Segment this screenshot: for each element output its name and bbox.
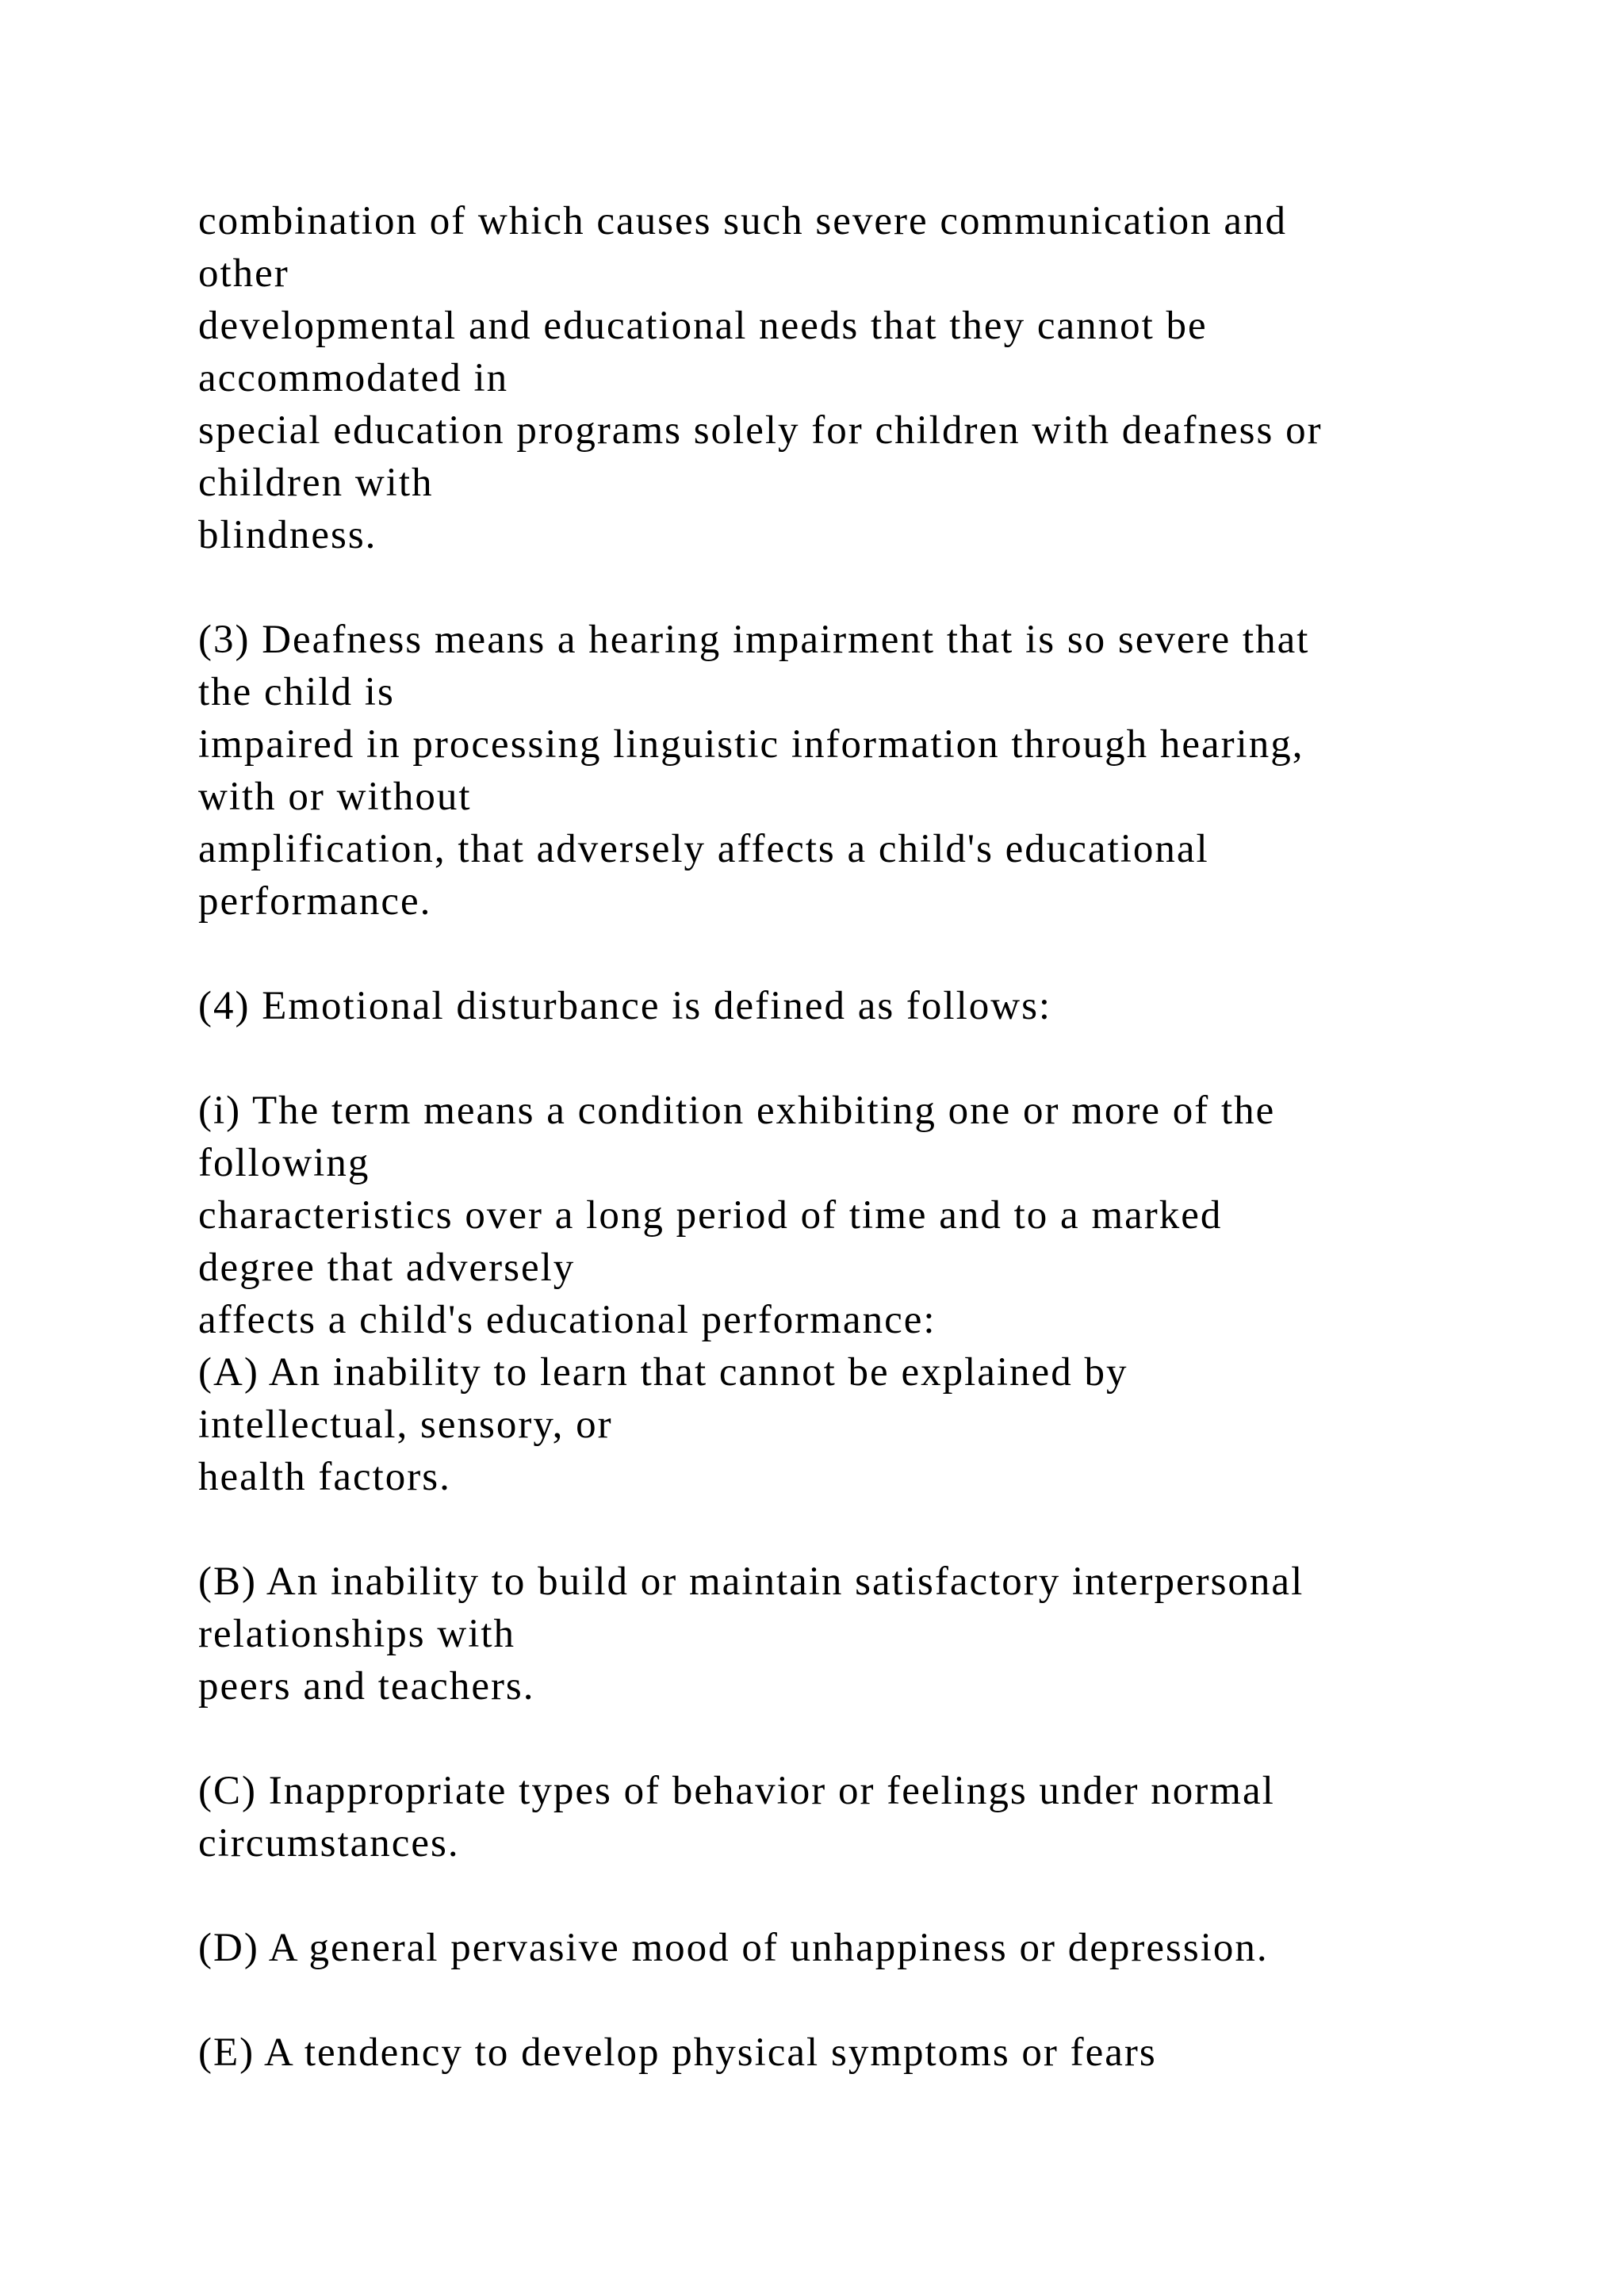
text-line: developmental and educational needs that they cannot be: [198, 304, 1208, 348]
blank-line: [198, 1974, 1546, 2026]
text-line: other: [198, 251, 289, 296]
blank-line: [198, 928, 1546, 980]
blank-line: [198, 1712, 1546, 1765]
blank-line: [198, 561, 1546, 614]
text-line: (A) An inability to learn that cannot be explained by: [198, 1350, 1128, 1395]
text-line: affects a child's educational performance:: [198, 1298, 936, 1342]
document-page: [198, 195, 1546, 2079]
text-line: blindness.: [198, 513, 377, 557]
text-line: (i) The term means a condition exhibiting one or more of the: [198, 1089, 1276, 1133]
text-line: relationships with: [198, 1612, 516, 1656]
text-line: following: [198, 1141, 370, 1185]
text-line: children with: [198, 461, 434, 505]
blank-line: [198, 1032, 1546, 1085]
text-line: intellectual, sensory, or: [198, 1402, 613, 1447]
blank-line: [198, 1503, 1546, 1556]
text-line: circumstances.: [198, 1821, 460, 1866]
text-line: (C) Inappropriate types of behavior or feelings under normal: [198, 1769, 1275, 1813]
blank-line: [198, 1869, 1546, 1922]
text-line: impaired in processing linguistic information through hearing,: [198, 722, 1304, 767]
text-line: degree that adversely: [198, 1246, 576, 1290]
text-line: (E) A tendency to develop physical symptoms or fears: [198, 2030, 1157, 2075]
text-line: characteristics over a long period of time and to a marked: [198, 1193, 1223, 1238]
text-line: performance.: [198, 879, 432, 924]
text-line: accommodated in: [198, 356, 509, 400]
text-line: special education programs solely for children with deafness or: [198, 408, 1323, 453]
text-line: combination of which causes such severe communication and: [198, 199, 1288, 243]
text-line: peers and teachers.: [198, 1664, 535, 1709]
text-line: health factors.: [198, 1455, 451, 1499]
text-line: (D) A general pervasive mood of unhappiness or depression.: [198, 1926, 1269, 1970]
text-line: (B) An inability to build or maintain satisfactory interpersonal: [198, 1559, 1304, 1604]
text-line: with or without: [198, 775, 472, 819]
text-line: (4) Emotional disturbance is defined as follows:: [198, 984, 1052, 1028]
text-line: amplification, that adversely affects a child's educational: [198, 827, 1209, 871]
text-line: (3) Deafness means a hearing impairment that is so severe that: [198, 618, 1310, 662]
text-line: the child is: [198, 670, 395, 714]
